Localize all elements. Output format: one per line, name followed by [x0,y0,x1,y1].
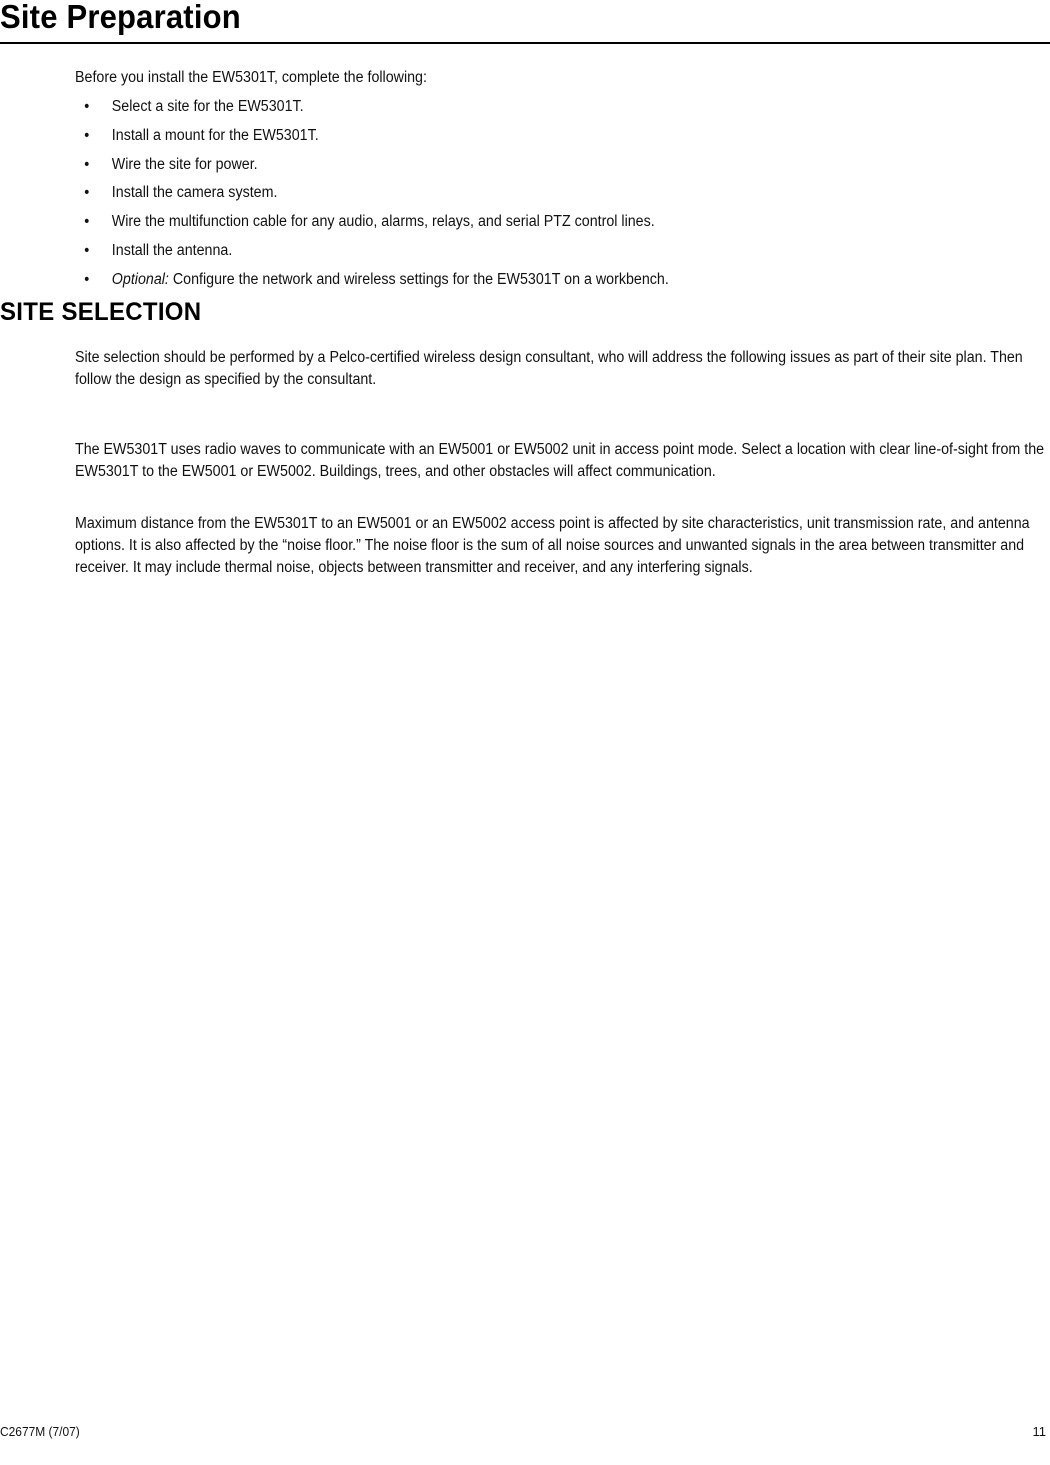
site-selection-paragraph: Site selection should be performed by a Pelco-certified wireless design consultant, who will address the following issues as part of their site plan. Then follow the design as specified by the consultant. [75,349,1023,388]
list-item-text: Install the camera system. [111,184,278,202]
list-item-text: Install the antenna. [111,241,233,259]
list-item [75,125,1050,147]
bullet-icon: • [84,184,90,202]
site-selection-paragraph: Maximum distance from the EW5301T to an EW5001 or an EW5002 access point is affected by site characteristics, unit transmission rate, and antenna options. It is also affected by the “noise floor.” The noise floor is the sum of all noise sources and unwanted signals in the area between transmitter and receiver. It may include thermal noise, objects between transmitter and receiver, and any interfering signals. [75,515,1030,576]
title-divider [0,42,1050,44]
list-item [75,211,1050,233]
list-item-text: Install a mount for the EW5301T. [111,126,319,144]
optional-label: Optional: [111,270,169,288]
list-item-text: Wire the site for power. [111,155,258,173]
bullet-icon: • [84,126,90,144]
intro-paragraph: Before you install the EW5301T, complete the following: [75,69,427,86]
list-item [75,96,1050,118]
list-item-text: Select a site for the EW5301T. [111,98,304,115]
prep-checklist [75,96,1050,298]
list-item [75,182,1050,204]
list-item [75,154,1050,176]
list-item-text: Wire the multifunction cable for any audio, alarms, relays, and serial PTZ control lines. [111,213,655,231]
list-item-text: Configure the network and wireless settings for the EW5301T on a workbench. [168,270,669,288]
section-heading-site-selection: SITE SELECTION [0,298,202,326]
page-title: Site Preparation [0,0,241,35]
bullet-icon: • [84,155,90,173]
site-selection-paragraph: The EW5301T uses radio waves to communicate with an EW5001 or EW5002 unit in access point mode. Select a location with clear line-of-sight from the EW5301T to the EW5001 or EW5002. Buildings, trees, and other obstacles will affect communication. [75,441,1045,480]
bullet-icon: • [84,270,90,288]
list-item [75,240,1050,262]
bullet-icon: • [84,98,90,115]
bullet-icon: • [84,241,90,259]
footer-page-number: 11 [1032,1424,1046,1439]
bullet-icon: • [84,213,90,231]
footer-doc-code: C2677M (7/07) [0,1424,80,1439]
list-item [75,269,1050,291]
